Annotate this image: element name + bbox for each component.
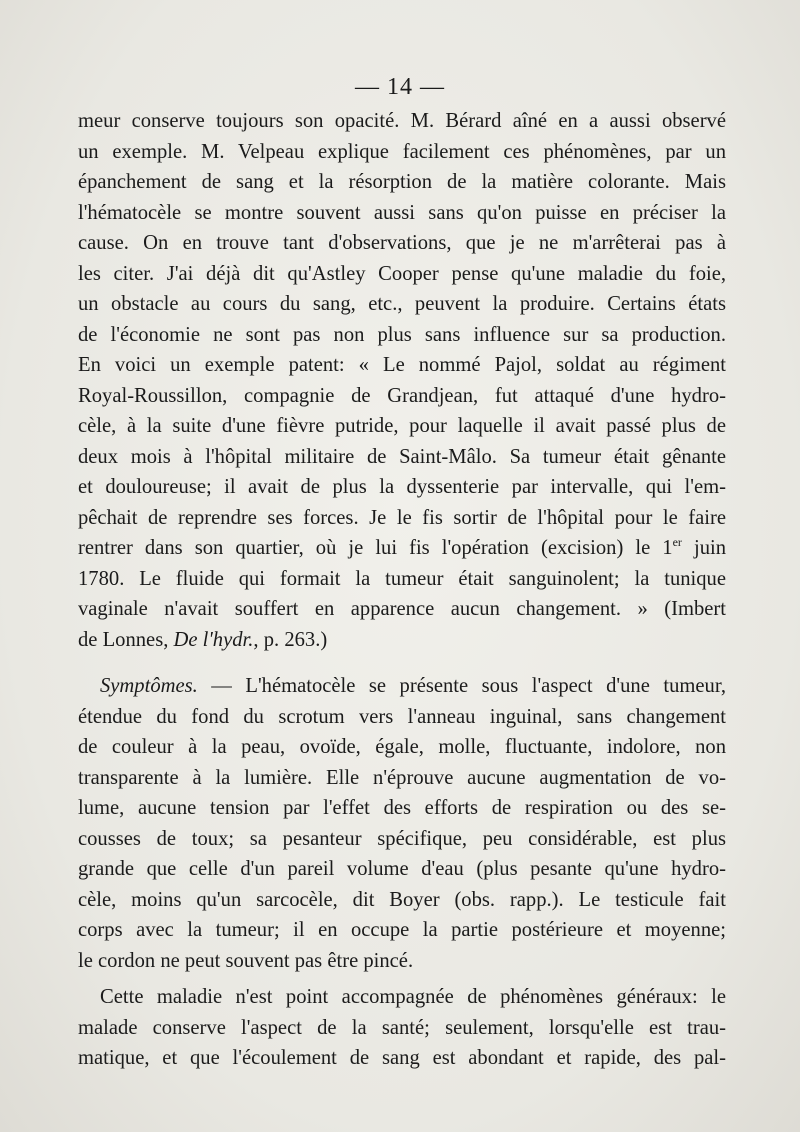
text-line: un obstacle au cours du sang, etc., peuvent la produire. Certains états — [78, 293, 726, 315]
citation-page: , p. 263.) — [253, 628, 328, 651]
paragraph-continuation — [78, 106, 726, 655]
text-line: un exemple. M. Velpeau explique facilement ces phénomènes, par un — [78, 140, 726, 163]
paragraph-symptoms — [78, 671, 726, 976]
text-line: de l'économie ne sont pas non plus sans influence sur sa production. — [78, 323, 726, 346]
text-line: cause. On en trouve tant d'observations, que je ne m'arrêterai pas à — [78, 232, 726, 254]
citation-author: de Lonnes, — [78, 628, 174, 651]
text-line: de couleur à la peau, ovoïde, égale, molle, fluctuante, indolore, non — [78, 736, 726, 758]
text-line: 1780. Le fluide qui formait la tumeur était sanguinolent; la tunique — [78, 567, 726, 590]
text-line: corps avec la tumeur; il en occupe la partie postérieure et moyenne; — [78, 919, 726, 941]
text-line: étendue du fond du scrotum vers l'anneau inguinal, sans changement — [78, 705, 726, 728]
text-line: pêchait de reprendre ses forces. Je le fis sortir de l'hôpital pour le faire — [78, 506, 726, 529]
text-line: grande que celle d'un pareil volume d'eau (plus pesante qu'une hydro- — [78, 858, 726, 880]
text-segment: rentrer dans son quartier, où je lui fis l'opération (excision) le 1 — [78, 537, 673, 559]
paragraph-general — [78, 982, 726, 1074]
text-line: deux mois à l'hôpital militaire de Saint-Mâlo. Sa tumeur était gênante — [78, 445, 726, 468]
text-line: Cette maladie n'est point accompagnée de phénomènes généraux: le — [100, 986, 726, 1008]
text-line: meur conserve toujours son opacité. M. Bérard aîné en a aussi observé — [78, 110, 726, 132]
text-line: En voici un exemple patent: « Le nommé Pajol, soldat au régiment — [78, 354, 726, 376]
text-segment: juin — [681, 537, 727, 559]
text-line: l'hématocèle se montre souvent aussi sans qu'on puisse en préciser la — [78, 201, 726, 224]
superscript-ordinal: er — [672, 535, 682, 550]
text-line: les citer. J'ai déjà dit qu'Astley Cooper pense qu'une maladie du foie, — [78, 262, 726, 285]
text-line: cousses de toux; sa pesanteur spécifique, peu considérable, est plus — [78, 827, 726, 850]
text-line: lume, aucune tension par l'effet des efforts de respiration ou des se- — [78, 797, 726, 819]
text-line-with-date — [78, 533, 726, 564]
text-line: transparente à la lumière. Elle n'éprouve aucune augmentation de vo- — [78, 766, 726, 789]
paragraph-gap — [78, 655, 726, 671]
text-line-citation — [78, 625, 726, 656]
text-line: cèle, moins qu'un sarcocèle, dit Boyer (obs. rapp.). Le testicule fait — [78, 888, 726, 911]
text-line: et douloureuse; il avait de plus la dyssenterie par intervalle, qui l'em- — [78, 476, 726, 498]
section-heading: Symptômes. — [100, 675, 198, 697]
text-line: Royal-Roussillon, compagnie de Grandjean, fut attaqué d'une hydro- — [78, 384, 726, 407]
text-line: le cordon ne peut souvent pas être pincé. — [78, 949, 414, 972]
page-number: — 14 — — [355, 74, 445, 100]
text-line: matique, et que l'écoulement de sang est abondant et rapide, des pal- — [78, 1047, 726, 1069]
citation-title: De l'hydr. — [173, 628, 254, 651]
text-line: épanchement de sang et la résorption de la matière colorante. Mais — [78, 171, 726, 193]
heading-separator: — — [197, 675, 246, 697]
text-line: cèle, à la suite d'une fièvre putride, pour laquelle il avait passé plus de — [78, 415, 726, 437]
text-line: vaginale n'avait souffert en apparence aucun changement. » (Imbert — [78, 598, 726, 620]
text-segment: L'hématocèle se présente sous l'aspect d'une tumeur, — [245, 675, 726, 697]
text-line: malade conserve l'aspect de la santé; seulement, lorsqu'elle est trau- — [78, 1016, 726, 1039]
text-line-heading — [78, 671, 726, 702]
body-text — [78, 106, 726, 1074]
